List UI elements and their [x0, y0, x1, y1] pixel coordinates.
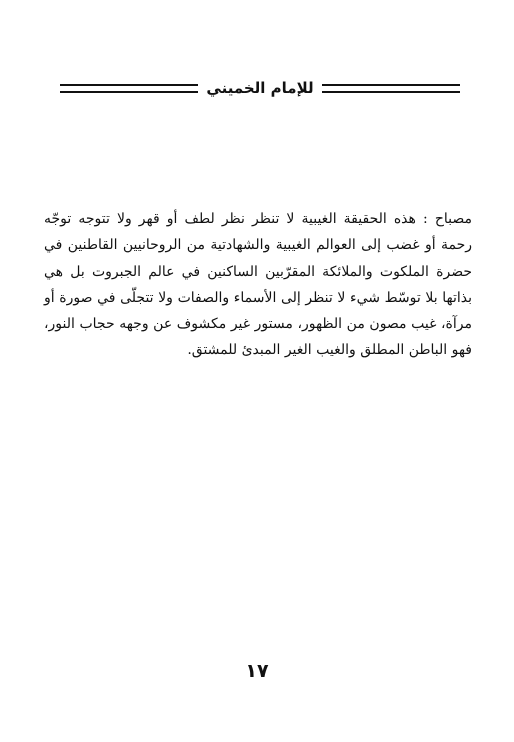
header-title: للإمام الخميني: [206, 79, 314, 97]
header-rule-left: [60, 84, 198, 93]
body-paragraph: [44, 206, 472, 364]
header-rule-right: [322, 84, 460, 93]
paragraph-separator: :: [415, 211, 435, 227]
paragraph-text: هذه الحقيقة الغيبية لا تنظر نظر لطف أو قهر ولا تتوجه توجّه رحمة أو غضب إلى العوالم الغيبية والشهادتية من الروحانيين القاطنين في حضرة الملكوت والملائكة المقرّبين الساكنين في عالم الجبروت بل هي بذاتها بلا توسّط شيء لا تنظر إلى الأسماء والصفات ولا تتجلّى في صورة أو مرآة، غيب مصون من الظهور، مستور غير مكشوف عن وجهه حجاب النور، فهو الباطن المطلق والغيب الغير المبدئ للمشتق.: [44, 211, 472, 359]
running-header: [60, 76, 460, 100]
page-number: ١٧: [245, 660, 269, 682]
paragraph-term: مصباح: [434, 211, 472, 227]
